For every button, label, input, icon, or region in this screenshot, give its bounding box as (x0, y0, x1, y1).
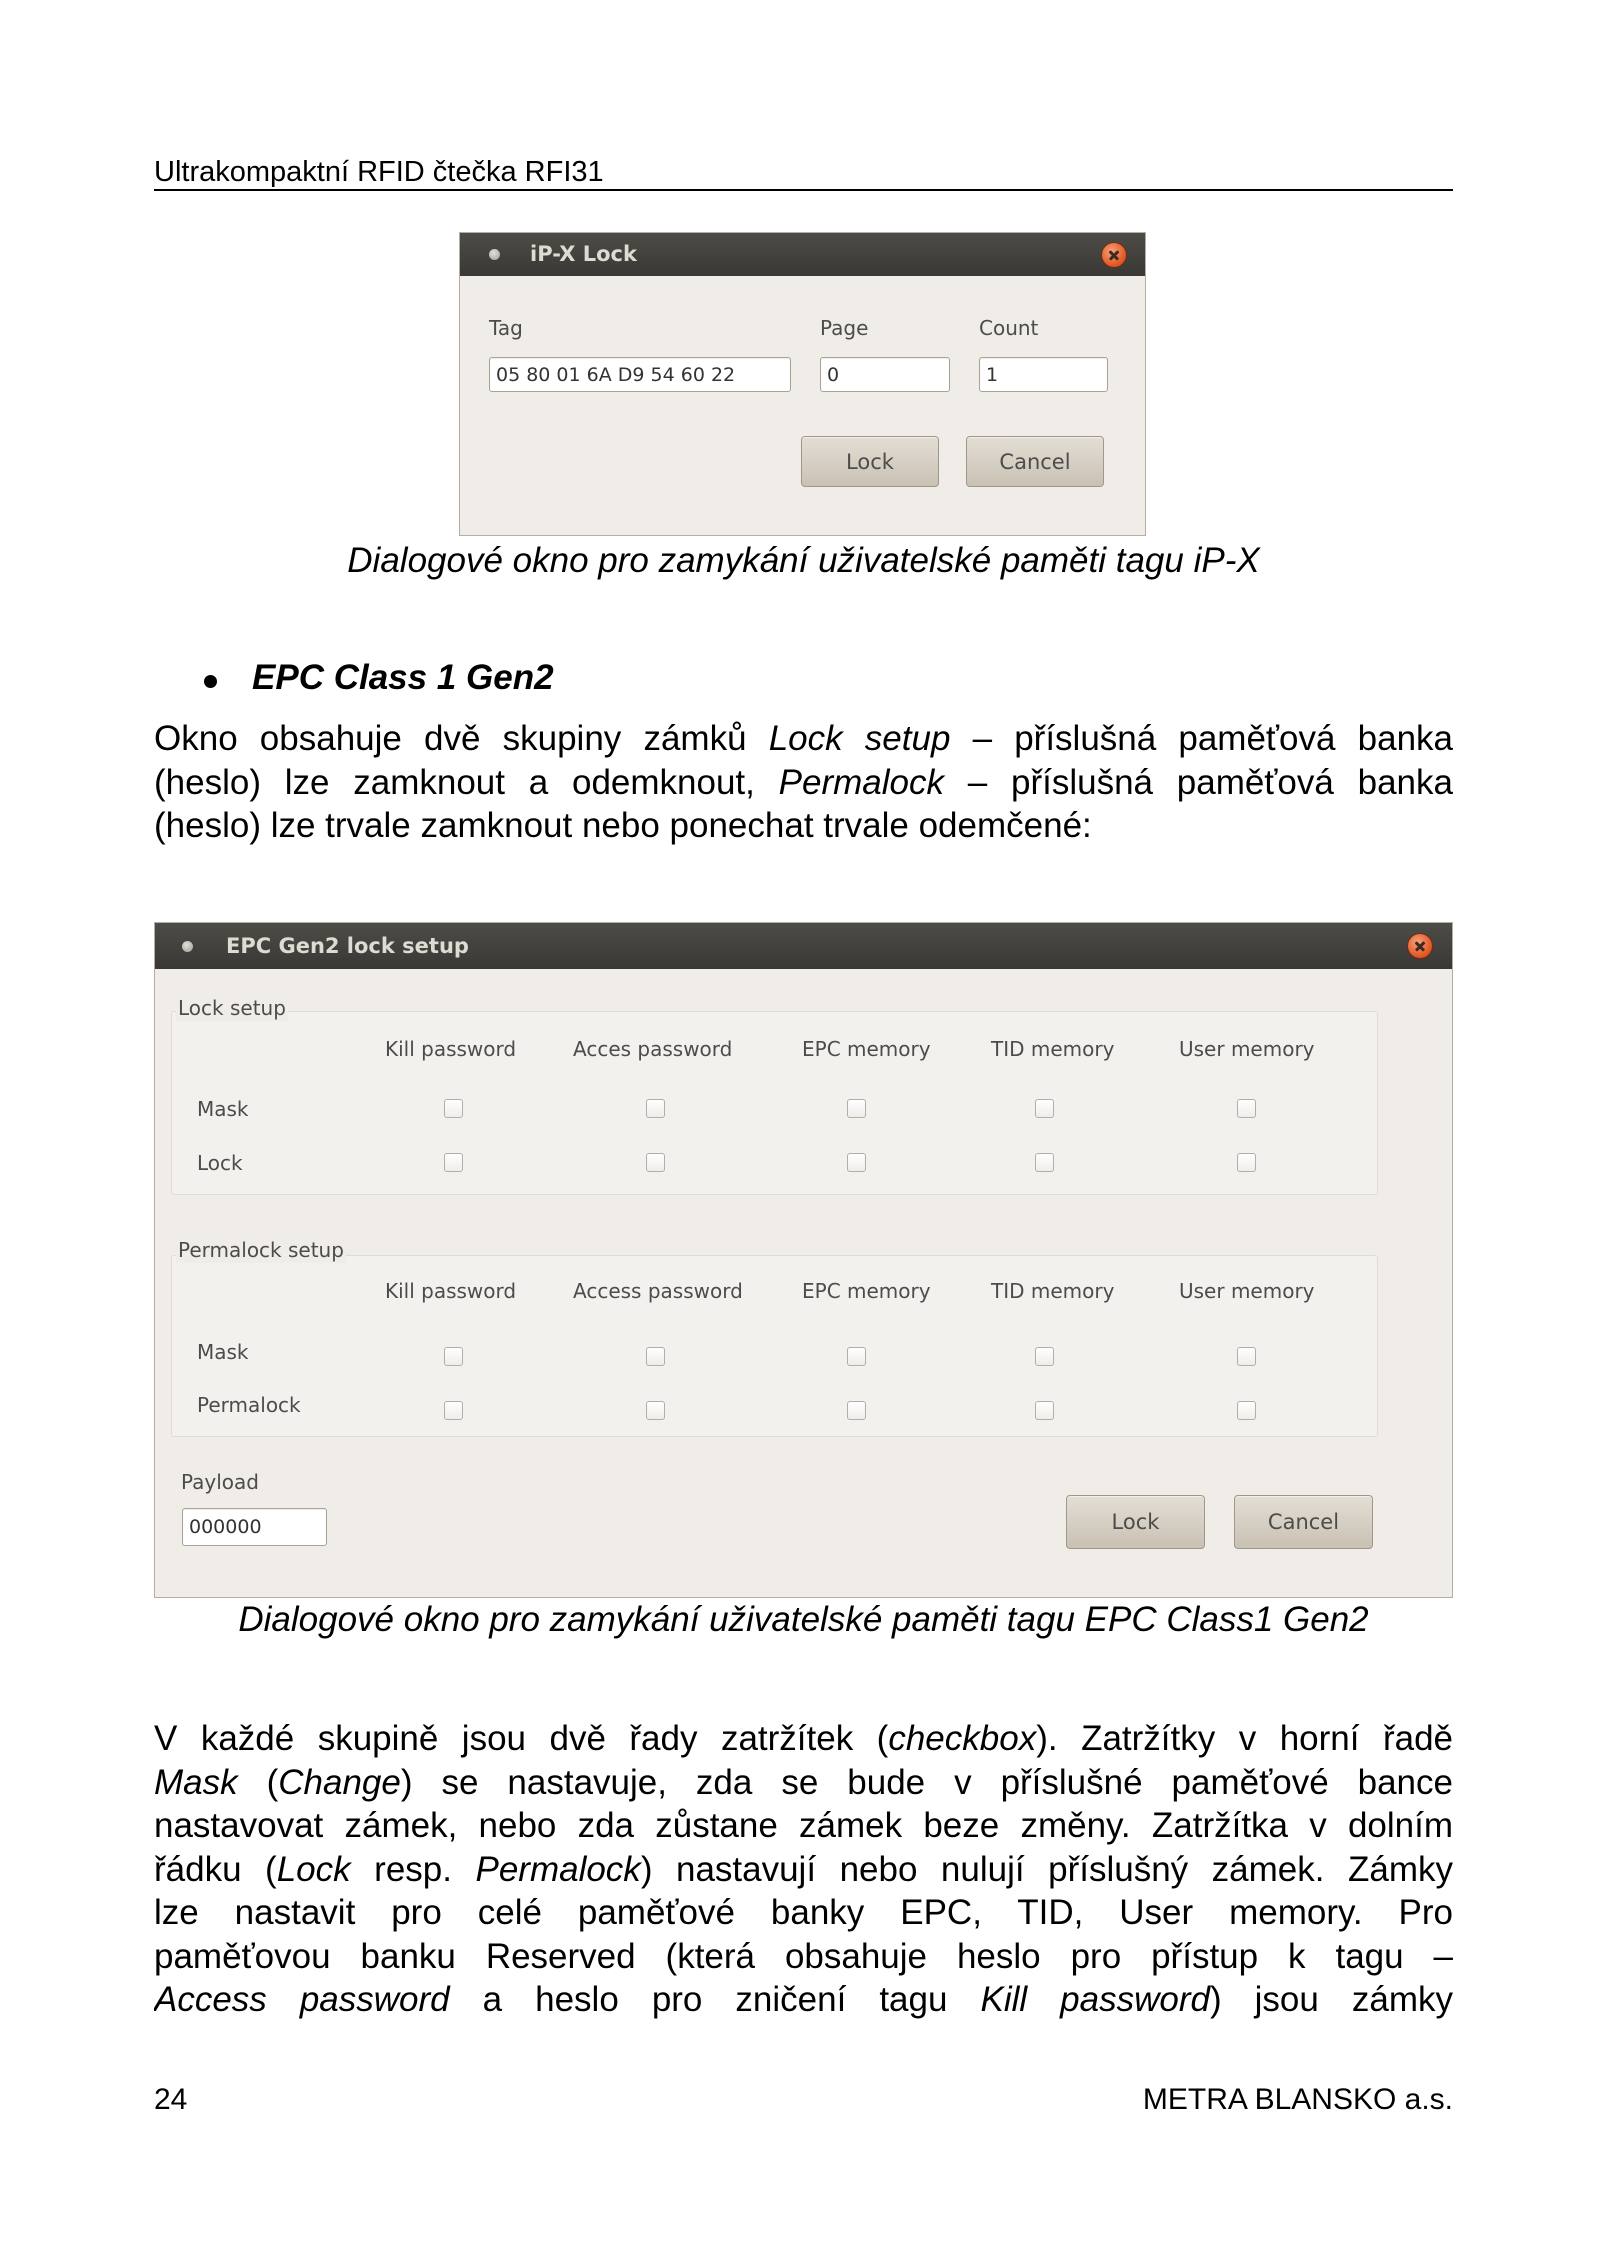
text-run: – příslušná paměťová banka (950, 719, 1453, 758)
publisher-name: METRA BLANSKO a.s. (1142, 2083, 1453, 2116)
text-run: resp. (350, 1849, 476, 1889)
text-line (154, 1717, 1453, 1761)
cancel-button[interactable]: Cancel (1234, 1495, 1373, 1549)
page-number: 24 (154, 2083, 188, 2116)
checkbox-permalock-access-password[interactable] (646, 1401, 665, 1420)
text-run: V každé skupině jsou dvě řady zatržítek ( (154, 1719, 889, 1758)
column-header-access-password: Access password (573, 1279, 743, 1303)
paragraph (154, 1717, 1453, 2022)
cancel-button[interactable]: Cancel (966, 436, 1104, 487)
text-line (154, 1761, 1453, 1805)
checkbox-permalock-user-memory[interactable] (1237, 1401, 1256, 1420)
checkbox-permalock-tid-memory[interactable] (1035, 1401, 1054, 1420)
text-line (154, 1978, 1453, 2022)
permalock-setup-label: Permalock setup (178, 1238, 344, 1262)
checkbox-mask-access-password[interactable] (646, 1347, 665, 1366)
italic-text-run: Access password (154, 1980, 450, 2019)
text-run: (heslo) lze trvale zamknout nebo ponechat trvale odemčené: (154, 806, 1092, 845)
column-header-access-password: Acces password (573, 1037, 733, 1061)
dialog-title: iP-X Lock (530, 242, 637, 266)
column-header-kill-password: Kill password (385, 1279, 517, 1303)
checkbox-mask-epc-memory[interactable] (847, 1347, 866, 1366)
lock-button[interactable]: Lock (801, 436, 939, 487)
running-header: Ultrakompaktní RFID čtečka RFI31 (154, 156, 604, 188)
text-line (154, 1804, 1453, 1848)
tag-input[interactable] (489, 357, 791, 392)
lock-setup-label: Lock setup (178, 996, 286, 1020)
checkbox-permalock-epc-memory[interactable] (847, 1401, 866, 1420)
checkbox-permalock-kill-password[interactable] (444, 1401, 463, 1420)
row-label-mask: Mask (197, 1097, 249, 1121)
text-line (154, 717, 1453, 761)
row-label-permalock: Permalock (197, 1393, 301, 1417)
count-label: Count (979, 316, 1039, 340)
italic-text-run: Kill password (980, 1980, 1210, 2019)
payload-label: Payload (181, 1470, 259, 1494)
epc-gen2-lock-dialog (154, 922, 1453, 1598)
text-line (154, 1891, 1453, 1935)
italic-text-run: Permalock (475, 1849, 641, 1889)
ipx-lock-dialog (459, 232, 1146, 536)
italic-text-run: Lock (276, 1849, 351, 1889)
tag-label: Tag (489, 316, 523, 340)
dialog-titlebar[interactable] (460, 233, 1145, 276)
count-input[interactable] (979, 357, 1108, 392)
italic-text-run: Lock setup (768, 719, 951, 758)
text-run: Okno obsahuje dvě skupiny zámků (154, 719, 769, 758)
text-line (154, 1848, 1453, 1892)
text-run: řádku ( (154, 1849, 277, 1889)
checkbox-mask-user-memory[interactable] (1237, 1347, 1256, 1366)
text-run: ) se nastavuje, zda se bude v příslušné paměťové bance (400, 1762, 1453, 1802)
text-run: nastavovat zámek, nebo zda zůstane zámek beze změny. Zatržítka v dolním (154, 1806, 1453, 1845)
text-run: ( (237, 1762, 279, 1802)
row-label-mask: Mask (197, 1340, 249, 1364)
page-input[interactable] (820, 357, 950, 392)
text-run: (heslo) lze zamknout a odemknout, (154, 762, 779, 802)
text-run: ) nastavují nebo nulují příslušný zámek. Zámky (640, 1849, 1453, 1889)
text-run: paměťovou banku Reserved (která obsahuje heslo pro přístup k tagu – (154, 1936, 1453, 1976)
column-header-user-memory: User memory (1179, 1279, 1315, 1303)
payload-input[interactable] (182, 1508, 327, 1546)
column-header-epc-memory: EPC memory (802, 1279, 931, 1303)
bullet-icon (204, 675, 217, 688)
column-header-tid-memory: TID memory (991, 1279, 1115, 1303)
checkbox-mask-tid-memory[interactable] (1035, 1347, 1054, 1366)
window-menu-icon[interactable] (489, 249, 500, 260)
header-rule (154, 189, 1453, 191)
text-line (154, 1935, 1453, 1979)
column-header-user-memory: User memory (1179, 1037, 1315, 1061)
italic-text-run: Mask (154, 1762, 238, 1802)
italic-text-run: Change (278, 1762, 401, 1802)
figure-caption: Dialogové okno pro zamykání uživatelské paměti tagu iP-X (347, 541, 1260, 580)
text-run: – příslušná paměťová banka (943, 762, 1453, 802)
close-icon[interactable] (1101, 242, 1127, 268)
section-heading: EPC Class 1 Gen2 (252, 658, 554, 697)
column-header-kill-password: Kill password (385, 1037, 517, 1061)
column-header-epc-memory: EPC memory (802, 1037, 931, 1061)
italic-text-run: checkbox (888, 1719, 1037, 1758)
figure-caption: Dialogové okno pro zamykání uživatelské paměti tagu EPC Class1 Gen2 (238, 1600, 1369, 1639)
italic-text-run: Permalock (778, 762, 944, 802)
text-run: ). Zatržítky v horní řadě (1036, 1719, 1453, 1758)
text-run: lze nastavit pro celé paměťové banky EPC, TID, User memory. Pro (154, 1893, 1453, 1932)
dialog-title: EPC Gen2 lock setup (226, 934, 469, 958)
text-line (154, 804, 1453, 848)
text-run: a heslo pro zničení tagu (449, 1980, 981, 2019)
text-run: ) jsou zámky (1209, 1980, 1453, 2019)
column-header-tid-memory: TID memory (991, 1037, 1115, 1061)
text-line (154, 761, 1453, 805)
paragraph (154, 717, 1453, 848)
row-label-lock: Lock (197, 1151, 243, 1175)
page-label: Page (820, 316, 869, 340)
checkbox-mask-kill-password[interactable] (444, 1347, 463, 1366)
lock-button[interactable]: Lock (1066, 1495, 1205, 1549)
